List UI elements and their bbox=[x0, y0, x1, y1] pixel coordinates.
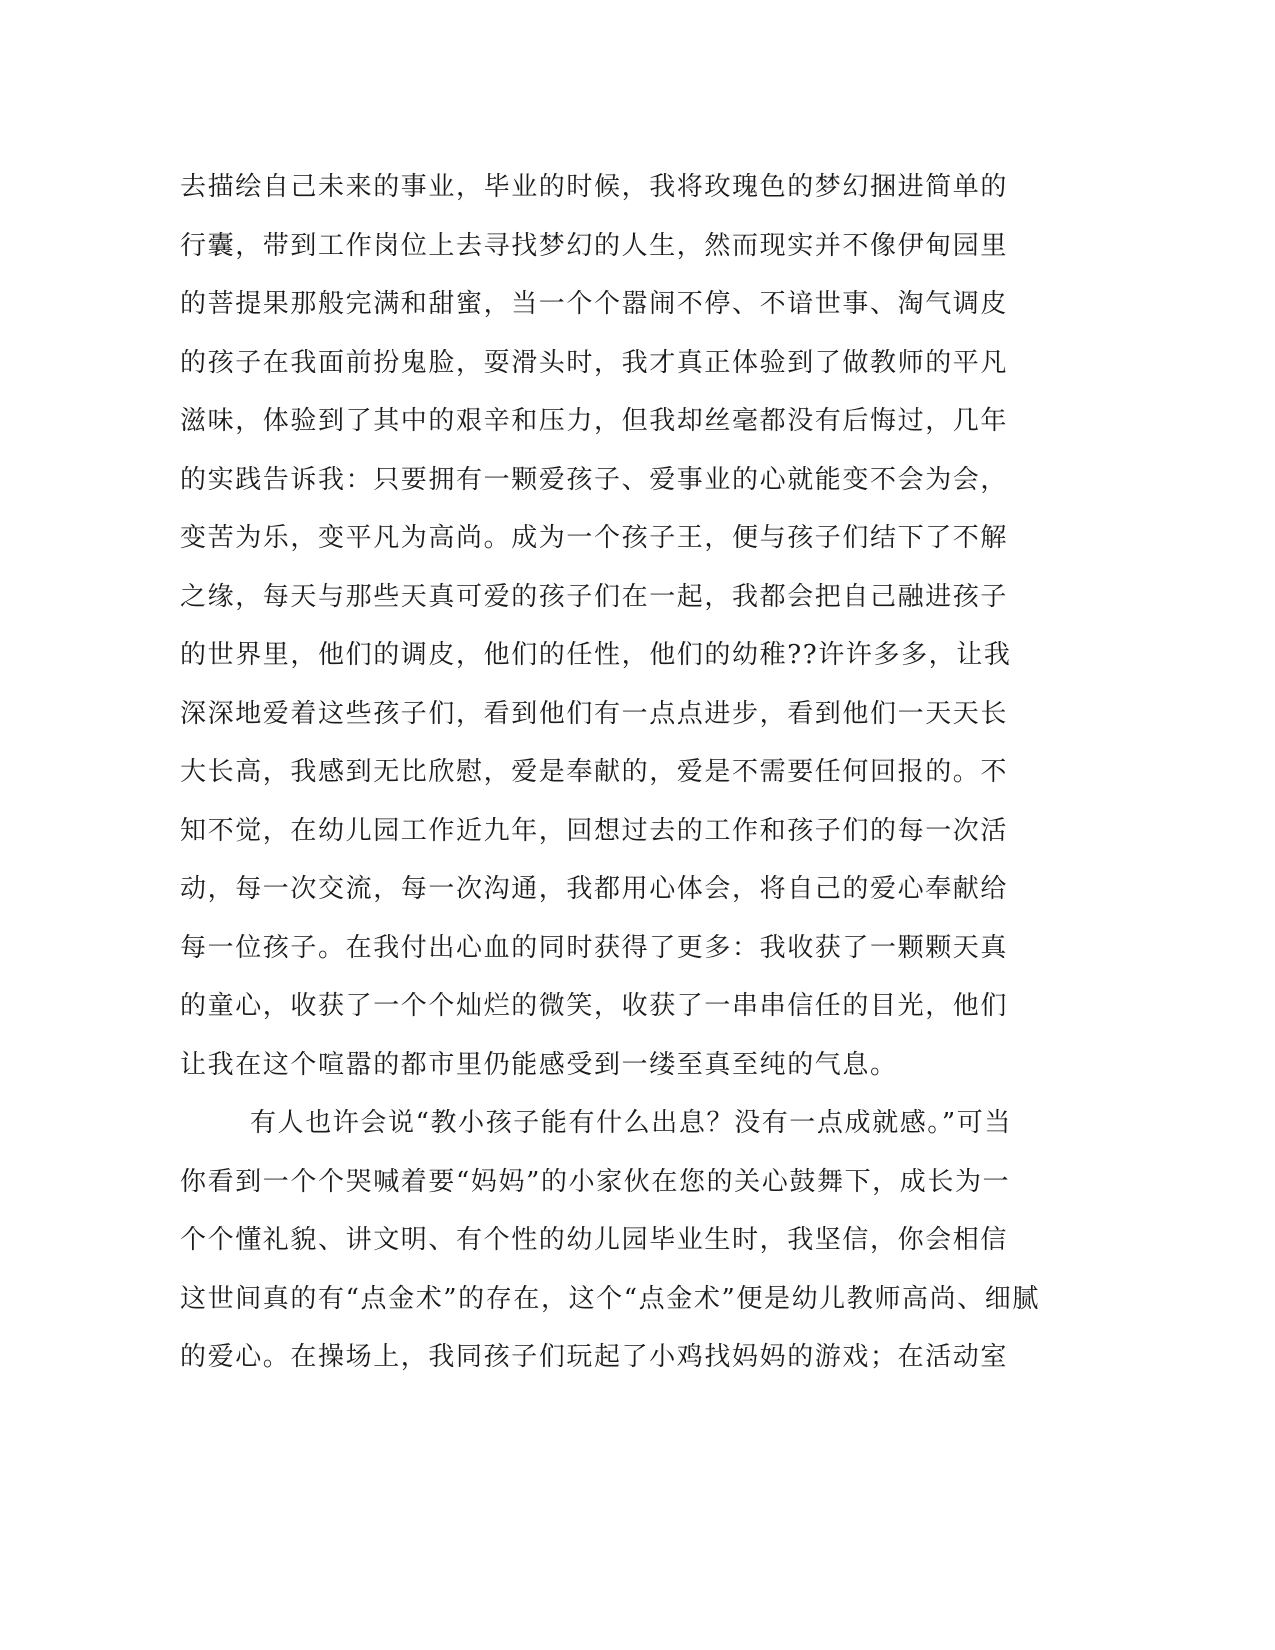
text-line: 的实践告诉我：只要拥有一颗爱孩子、爱事业的心就能变不会为会， bbox=[180, 464, 1009, 495]
text-line: 个个懂礼貌、讲文明、有个性的幼儿园毕业生时，我坚信，你会相信 bbox=[180, 1225, 1009, 1255]
text-line: 去描绘自己未来的事业，毕业的时候，我将玫瑰色的梦幻捆进简单的 bbox=[180, 172, 1009, 202]
text-line: 的爱心。在操场上，我同孩子们玩起了小鸡找妈妈的游戏；在活动室 bbox=[180, 1342, 1009, 1372]
text-line: 这世间真的有“点金术”的存在，这个“点金术”便是幼儿教师高尚、细腻 bbox=[180, 1283, 1040, 1314]
text-line: 变苦为乐，变平凡为高尚。成为一个孩子王，便与孩子们结下了不解 bbox=[180, 523, 1009, 553]
text-line: 知不觉，在幼儿园工作近九年，回想过去的工作和孩子们的每一次活 bbox=[180, 815, 1009, 846]
text-line: 每一位孩子。在我付出心血的同时获得了更多：我收获了一颗颗天真 bbox=[180, 932, 1009, 963]
document-body bbox=[180, 158, 1040, 1387]
text-line: 之缘，每天与那些天真可爱的孩子们在一起，我都会把自己融进孩子 bbox=[180, 581, 1009, 612]
text-line: 深深地爱着这些孩子们，看到他们有一点点进步，看到他们一天天长 bbox=[180, 698, 1009, 729]
text-line: 的菩提果那般完满和甜蜜，当一个个嚣闹不停、不谙世事、淘气调皮 bbox=[180, 289, 1009, 319]
text-line: 滋味，体验到了其中的艰辛和压力，但我却丝毫都没有后悔过，几年 bbox=[180, 406, 1009, 436]
text-line: 让我在这个喧嚣的都市里仍能感受到一缕至真至纯的气息。 bbox=[180, 1049, 898, 1080]
text-line: 大长高，我感到无比欣慰，爱是奉献的，爱是不需要任何回报的。不 bbox=[180, 757, 1009, 787]
text-line: 的世界里，他们的调皮，他们的任性，他们的幼稚??许许多多，让我 bbox=[180, 640, 1012, 670]
text-line: 行囊，带到工作岗位上去寻找梦幻的人生，然而现实并不像伊甸园里 bbox=[180, 230, 1009, 261]
text-line: 动，每一次交流，每一次沟通，我都用心体会，将自己的爱心奉献给 bbox=[180, 874, 1009, 904]
text-line: 的童心，收获了一个个灿烂的微笑，收获了一串串信任的目光，他们 bbox=[180, 991, 1009, 1021]
paragraph-first-line: 有人也许会说“教小孩子能有什么出息？没有一点成就感。”可当 bbox=[250, 1108, 1012, 1138]
text-line: 的孩子在我面前扮鬼脸，耍滑头时，我才真正体验到了做教师的平凡 bbox=[180, 347, 1009, 378]
text-line: 你看到一个个哭喊着要“妈妈”的小家伙在您的关心鼓舞下，成长为一 bbox=[180, 1166, 1011, 1197]
